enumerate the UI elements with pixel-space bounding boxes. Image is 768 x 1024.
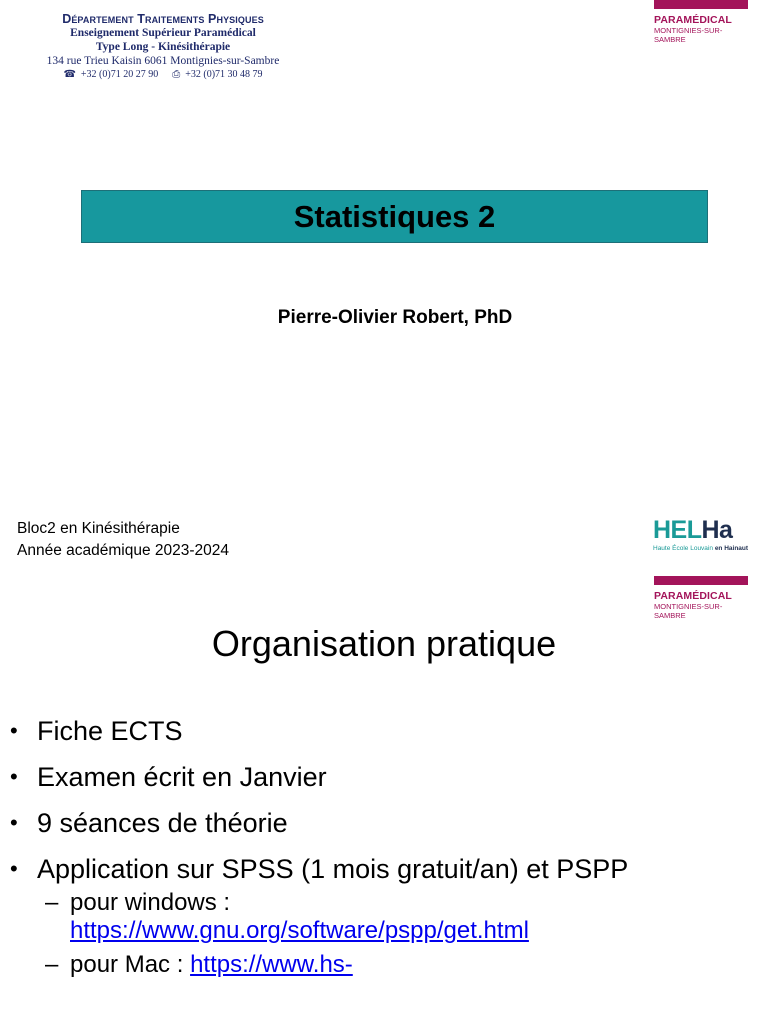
brand-name: PARAMÉDICAL [654, 590, 732, 602]
sub-item-mac [10, 951, 760, 979]
paramedical-logo-bottom [654, 576, 750, 620]
list-item: • Examen écrit en Janvier [10, 762, 327, 793]
list-item: • Fiche ECTS [10, 716, 183, 746]
department-address: 134 rue Trieu Kaisin 6061 Montignies-sur-Sambre [46, 54, 280, 67]
fax-icon: ⎙ [172, 69, 181, 81]
sub-item-windows [10, 889, 760, 945]
list-item: • 9 séances de théorie [10, 808, 288, 839]
title-bar [81, 190, 708, 243]
bullet-list [10, 716, 760, 989]
program-info [17, 518, 229, 562]
bullet-icon: • [10, 718, 18, 743]
brand-city: MONTIGNIES-SUR-SAMBRE [654, 25, 723, 44]
fax-contact [172, 69, 262, 81]
brand-bar [654, 576, 748, 585]
bullet-icon: • [10, 764, 18, 790]
mac-download-link[interactable]: https://www.hs- [190, 951, 353, 979]
content-slide-title: Organisation pratique [211, 623, 557, 664]
department-title: Département Traitements Physiques [62, 12, 264, 26]
bullet-icon: • [10, 810, 18, 836]
phone-number: +32 (0)71 20 27 90 [80, 69, 159, 81]
helha-wordmark: HELHa [653, 516, 733, 544]
telephone-icon: ☎ [63, 69, 76, 81]
department-header [30, 12, 296, 81]
list-item: • Application sur SPSS (1 mois gratuit/an) et PSPP [10, 854, 629, 885]
bullet-icon: • [10, 856, 18, 882]
slide-title: Statistiques 2 [293, 198, 496, 234]
brand-name: PARAMÉDICAL [654, 14, 732, 26]
phone-contact [63, 69, 158, 81]
department-program: Type Long - Kinésithérapie [95, 40, 231, 53]
helha-tagline: Haute École Louvain en Hainaut [653, 545, 749, 552]
dash-icon: – [45, 951, 59, 979]
brand-city: MONTIGNIES-SUR-SAMBRE [654, 601, 723, 620]
program-level: Bloc2 en Kinésithérapie [17, 520, 180, 537]
department-subtitle: Enseignement Supérieur Paramédical [70, 27, 256, 39]
helha-logo [653, 518, 753, 552]
windows-label: pour windows : [70, 889, 231, 917]
author-name: Pierre-Olivier Robert, PhD [277, 307, 513, 328]
fax-number: +32 (0)71 30 48 79 [185, 69, 263, 81]
department-contacts [30, 69, 296, 81]
dash-icon: – [45, 889, 59, 917]
mac-label: pour Mac : [70, 951, 184, 979]
paramedical-logo-top [654, 0, 750, 44]
windows-download-link[interactable]: https://www.gnu.org/software/pspp/get.html [70, 917, 529, 945]
academic-year: Année académique 2023-2024 [17, 542, 230, 559]
brand-bar [654, 0, 748, 9]
